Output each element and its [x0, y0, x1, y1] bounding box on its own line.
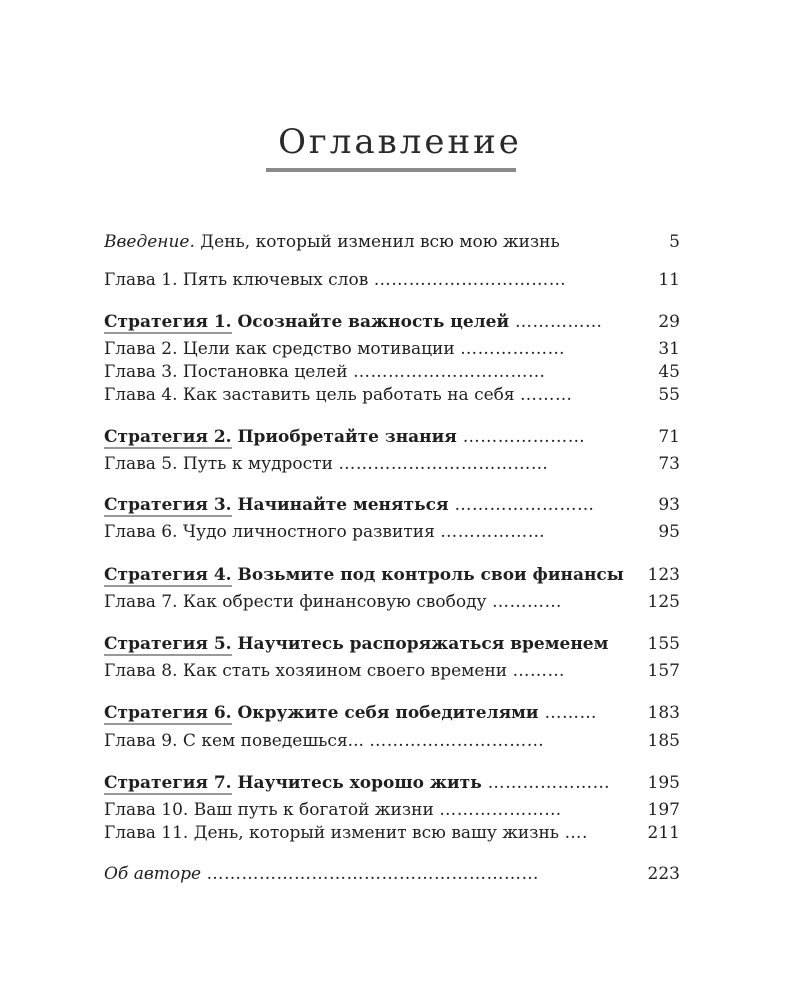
toc-entry-intro[interactable]: [104, 230, 680, 254]
toc-entry-chapter-5[interactable]: [104, 452, 680, 476]
page-number: 73: [658, 454, 680, 474]
toc-entry-chapter-6[interactable]: [104, 520, 680, 544]
toc-entry-strategy-6[interactable]: [104, 701, 680, 725]
leader-dots: ……………: [515, 312, 603, 332]
toc-entry-strategy-2[interactable]: [104, 425, 680, 449]
leader-dots: ……………………: [454, 495, 595, 515]
entry-title: Окружите себя победителями: [231, 703, 545, 723]
leader-dots: ….: [564, 823, 588, 843]
toc-entry-chapter-11[interactable]: [104, 821, 680, 845]
leader-dots: ………………: [440, 522, 546, 542]
strategy-label: Стратегия 3.: [104, 495, 232, 515]
toc-entry-chapter-10[interactable]: [104, 798, 680, 822]
toc-entry-chapter-7[interactable]: [104, 590, 680, 614]
leader-dots: …………………: [487, 773, 611, 793]
entry-title: Осознайте важность целей: [231, 312, 515, 332]
leader-dots: ……………………………: [352, 362, 546, 382]
toc-entry-about-author[interactable]: [104, 862, 680, 886]
leader-dots: ………………: [460, 339, 566, 359]
title-underline: [266, 168, 516, 172]
page-number: 55: [658, 385, 680, 405]
entry-title: Глава 8. Как стать хозяином своего времени: [104, 661, 513, 681]
leader-dots: ………: [544, 703, 597, 723]
entry-title: Глава 4. Как заставить цель работать на себя: [104, 385, 521, 405]
entry-title: Глава 1. Пять ключевых слов: [104, 270, 374, 290]
leader-dots: …………………: [439, 800, 562, 820]
page-number: 31: [658, 339, 680, 359]
strategy-label: Стратегия 5.: [104, 634, 232, 654]
leader-dots: ………: [520, 385, 573, 405]
entry-title: День, который изменил всю мою жизнь: [194, 232, 560, 252]
entry-title: Глава 11. День, который изменит всю вашу жизнь: [104, 823, 565, 843]
entry-title: Глава 3. Постановка целей: [104, 362, 353, 382]
entry-title: Научитесь хорошо жить: [231, 773, 488, 793]
leader-dots: ………………………………: [338, 454, 549, 474]
page-number: 45: [658, 362, 680, 382]
page-number: 195: [647, 773, 680, 793]
strategy-label: Стратегия 7.: [104, 773, 232, 793]
page-number: 123: [647, 565, 680, 585]
entry-title: Глава 5. Путь к мудрости: [104, 454, 339, 474]
page-title: Оглавление: [278, 122, 522, 162]
entry-label: Введение.: [104, 232, 195, 252]
strategy-label: Стратегия 4.: [104, 565, 232, 585]
strategy-label: Стратегия 6.: [104, 703, 232, 723]
page-number: 5: [669, 232, 680, 252]
page-number: 157: [647, 661, 680, 681]
entry-title: Глава 2. Цели как средство мотивации: [104, 339, 461, 359]
toc-entry-chapter-9[interactable]: [104, 729, 680, 753]
entry-title: Научитесь распоряжаться временем: [231, 634, 609, 654]
entry-label: Об авторе: [104, 864, 202, 884]
toc-entry-strategy-5[interactable]: [104, 632, 680, 656]
page-number: 95: [658, 522, 680, 542]
page-number: 93: [658, 495, 680, 515]
leader-dots: …………………………: [369, 731, 545, 751]
toc-entry-strategy-1[interactable]: [104, 310, 680, 334]
page-number: 183: [647, 703, 680, 723]
toc-entry-chapter-2[interactable]: [104, 337, 680, 361]
strategy-label: Стратегия 1.: [104, 312, 232, 332]
page-number: 11: [658, 270, 680, 290]
toc-entry-strategy-4[interactable]: [104, 563, 680, 587]
entry-title: Глава 10. Ваш путь к богатой жизни: [104, 800, 440, 820]
leader-dots: ……………………………: [373, 270, 567, 290]
page-number: 71: [658, 427, 680, 447]
page-number: 185: [647, 731, 680, 751]
strategy-label: Стратегия 2.: [104, 427, 232, 447]
leader-dots: …………: [491, 592, 562, 612]
page-number: 211: [647, 823, 680, 843]
leader-dots: …………………………………………………: [206, 864, 539, 884]
entry-title: Приобретайте знания: [231, 427, 463, 447]
leader-dots: …………………: [462, 427, 586, 447]
toc-entry-strategy-3[interactable]: [104, 493, 680, 517]
toc-entry-chapter-4[interactable]: [104, 383, 680, 407]
entry-title: Глава 7. Как обрести финансовую свободу: [104, 592, 492, 612]
toc-entry-strategy-7[interactable]: [104, 771, 680, 795]
toc-entry-chapter-8[interactable]: [104, 659, 680, 683]
page-number: 197: [647, 800, 680, 820]
entry-title: Глава 6. Чудо личностного развития: [104, 522, 441, 542]
leader-dots: ………: [512, 661, 566, 681]
page-number: 125: [647, 592, 680, 612]
page-number: 155: [647, 634, 680, 654]
toc-entry-chapter-1[interactable]: [104, 268, 680, 292]
page-number: 29: [658, 312, 680, 332]
entry-title: Начинайте меняться: [231, 495, 455, 515]
toc-entry-chapter-3[interactable]: [104, 360, 680, 384]
entry-title: Глава 9. С кем поведешься...: [104, 731, 370, 751]
entry-title: Возьмите под контроль свои финансы: [231, 565, 624, 585]
page-number: 223: [647, 864, 680, 884]
